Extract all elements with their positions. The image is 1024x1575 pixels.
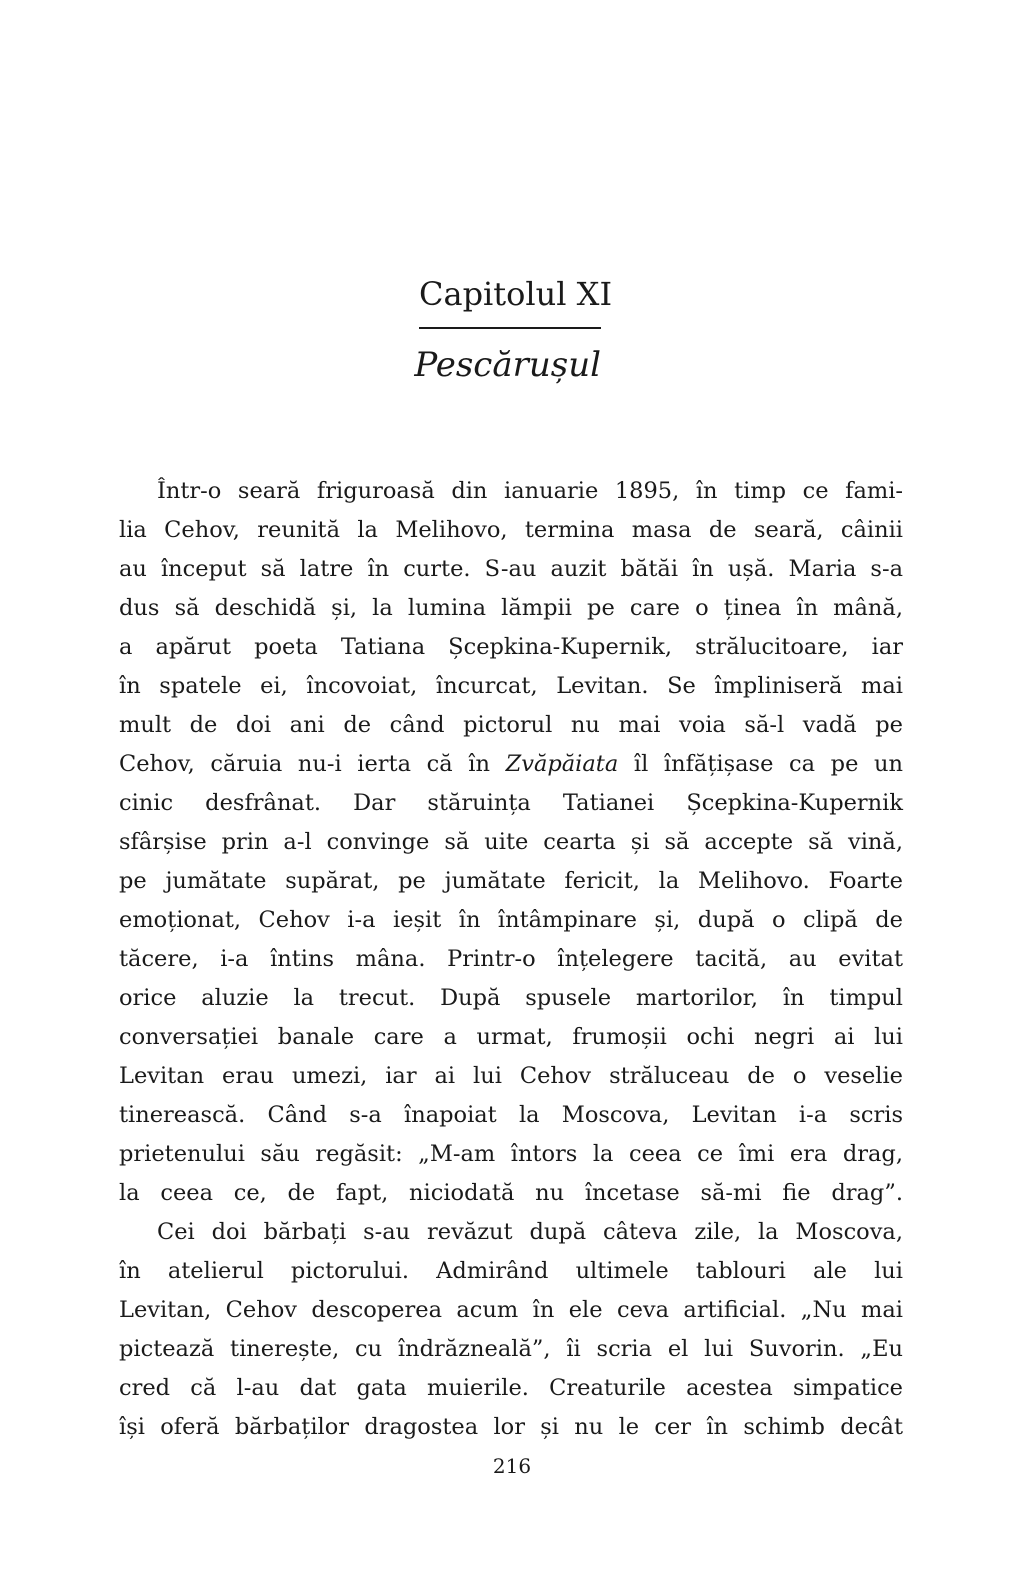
text-line: tinerească. Când s-a înapoiat la Moscova, Levitan i-a scris: [119, 1102, 903, 1128]
book-title-italic: Zvăpăiata: [505, 751, 619, 777]
text-line: tăcere, i-a întins mâna. Printr-o înțelegere tacită, au evitat: [119, 946, 903, 972]
text-line: orice aluzie la trecut. După spusele martorilor, în timpul: [119, 985, 903, 1011]
page-number: 216: [492, 1454, 532, 1478]
text-line: în atelierul pictorului. Admirând ultimele tablouri ale lui: [119, 1258, 903, 1284]
text-line: cred că l-au dat gata muierile. Creaturile acestea simpatice: [119, 1375, 903, 1401]
text-segment: Cehov, căruia nu-i ierta că în: [119, 751, 506, 777]
text-line: la ceea ce, de fapt, niciodată nu încetase să-mi fie drag”.: [119, 1180, 903, 1206]
chapter-label: Capitolul XI: [419, 275, 613, 313]
text-line: [119, 747, 903, 781]
text-line: cinic desfrânat. Dar stăruința Tatianei Șcepkina-Kupernik: [119, 790, 903, 816]
text-line: își oferă bărbaților dragostea lor și nu le cer în schimb decât: [119, 1414, 903, 1440]
text-line: dus să deschidă și, la lumina lămpii pe care o ținea în mână,: [119, 595, 903, 621]
text-line: Într-o seară friguroasă din ianuarie 1895, în timp ce fami-: [157, 478, 903, 504]
text-line: lia Cehov, reunită la Melihovo, termina masa de seară, câinii: [119, 517, 903, 543]
text-line: Cei doi bărbați s-au revăzut după câteva zile, la Moscova,: [157, 1219, 903, 1245]
text-line: prietenului său regăsit: „M-am întors la ceea ce îmi era drag,: [119, 1141, 903, 1167]
text-line: emoționat, Cehov i-a ieșit în întâmpinare și, după o clipă de: [119, 907, 903, 933]
text-line: Levitan, Cehov descoperea acum în ele ceva artificial. „Nu mai: [119, 1297, 903, 1323]
text-line: mult de doi ani de când pictorul nu mai voia să-l vadă pe: [119, 712, 903, 738]
text-segment: îl înfățișase ca pe un: [618, 751, 903, 777]
chapter-title-rule: [419, 327, 601, 329]
text-line: pictează tinerește, cu îndrăzneală”, îi scria el lui Suvorin. „Eu: [119, 1336, 903, 1362]
text-line: au început să latre în curte. S-au auzit bătăi în ușă. Maria s-a: [119, 556, 903, 582]
text-line: a apărut poeta Tatiana Șcepkina-Kupernik, strălucitoare, iar: [119, 634, 903, 660]
text-line: Levitan erau umezi, iar ai lui Cehov străluceau de o veselie: [119, 1063, 903, 1089]
text-line: sfârșise prin a-l convinge să uite cearta și să accepte să vină,: [119, 829, 903, 855]
chapter-title: Pescărușul: [414, 345, 601, 385]
text-line: pe jumătate supărat, pe jumătate fericit, la Melihovo. Foarte: [119, 868, 903, 894]
text-line: în spatele ei, încovoiat, încurcat, Levitan. Se împliniseră mai: [119, 673, 903, 699]
text-line: conversației banale care a urmat, frumoșii ochi negri ai lui: [119, 1024, 903, 1050]
